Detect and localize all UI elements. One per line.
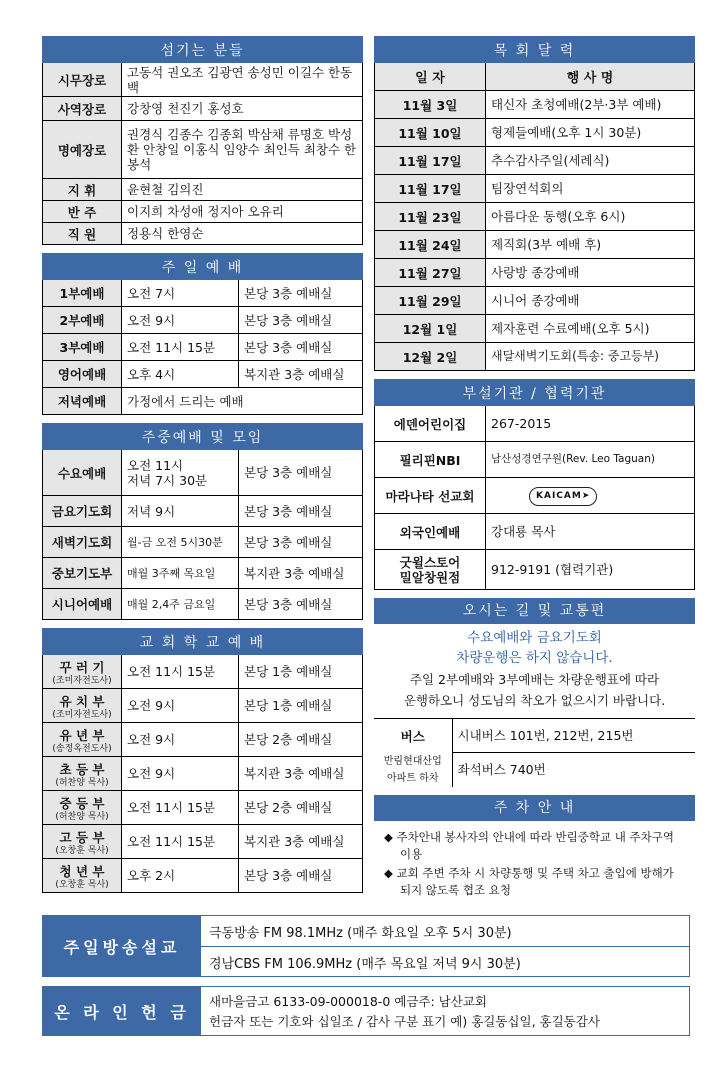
servants-table	[42, 36, 363, 245]
diamond-bullet-icon: ◆	[384, 829, 397, 844]
weekday-place: 본당 3층 예배실	[239, 527, 363, 558]
worship-place: 본당 3층 예배실	[239, 307, 363, 334]
weekday-time: 오전 11시 저녁 7시 30분	[122, 450, 239, 496]
servants-title: 섬기는 분들	[43, 37, 363, 63]
calendar-date: 11월 27일	[375, 259, 486, 287]
dept-name: 초 등 부	[59, 761, 105, 777]
dept-name: 중 등 부	[59, 795, 105, 811]
dept-leader: (허찬양 목사)	[55, 777, 109, 788]
school-place: 본당 1층 예배실	[239, 655, 363, 689]
school-place: 본당 3층 예배실	[239, 859, 363, 893]
servant-names: 권경식 김종수 김종회 박삼채 류명호 박성환 안창일 이홍식 임양수 최인득 최창수 한봉석	[122, 121, 363, 179]
dept-name: 유 년 부	[59, 727, 105, 743]
dept-name: 꾸 러 기	[59, 659, 105, 675]
worship-place: 본당 3층 예배실	[239, 280, 363, 307]
dept-name: 유 치 부	[59, 693, 105, 709]
school-dept	[43, 859, 122, 893]
broadcast-title: 주일방송설교	[43, 916, 201, 976]
weekday-place: 본당 3층 예배실	[239, 450, 363, 496]
servant-label: 지 휘	[43, 179, 122, 201]
calendar-event: 아름다운 동행(오후 6시)	[486, 203, 695, 231]
servant-label: 명예장로	[43, 121, 122, 179]
school-time: 오전 9시	[122, 689, 239, 723]
school-time: 오후 2시	[122, 859, 239, 893]
affiliate-info: 강대룡 목사	[486, 514, 695, 550]
right-column	[374, 36, 695, 901]
servant-label: 시무장로	[43, 63, 122, 97]
calendar-event: 제자훈련 수료예배(오후 5시)	[486, 315, 695, 343]
weekday-title: 주중예배 및 모임	[43, 424, 363, 450]
directions-section	[374, 598, 695, 787]
affiliates-table	[374, 379, 695, 590]
parking-title: 주 차 안 내	[374, 795, 695, 821]
weekday-label: 중보기도부	[43, 558, 122, 589]
offering-line-2: 헌금자 또는 기호와 십일조 / 감사 구분 표기 예) 홍길동십일, 홍길동감사	[209, 1014, 600, 1029]
weekday-time: 저녁 9시	[122, 496, 239, 527]
school-title: 교 회 학 교 예 배	[43, 629, 363, 655]
servant-label: 사역장로	[43, 97, 122, 121]
affiliate-name: 에덴어린이집	[375, 406, 486, 442]
servant-names: 윤현철 김의진	[122, 179, 363, 201]
affiliate-info: 267-2015	[486, 406, 695, 442]
sunday-worship-table	[42, 253, 363, 415]
dept-leader: (오창훈 목사)	[55, 845, 109, 856]
calendar-date: 11월 3일	[375, 91, 486, 119]
weekday-label: 수요예배	[43, 450, 122, 496]
bus-label: 버스	[400, 728, 425, 744]
calendar-event: 새달새벽기도회(특송: 중고등부)	[486, 343, 695, 371]
offering-line-1: 새마을금고 6133-09-000018-0 예금주: 남산교회	[209, 994, 487, 1009]
weekday-time: 매월 3주째 목요일	[122, 558, 239, 589]
calendar-title: 목 회 달 력	[375, 37, 695, 63]
affiliate-name: 마라나타 선교회	[375, 478, 486, 514]
school-time: 오전 9시	[122, 723, 239, 757]
calendar-date: 11월 24일	[375, 231, 486, 259]
left-column	[42, 36, 363, 901]
calendar-event: 시니어 종강예배	[486, 287, 695, 315]
worship-label: 2부예배	[43, 307, 122, 334]
servant-label: 반 주	[43, 201, 122, 223]
school-dept	[43, 723, 122, 757]
calendar-col-date: 일 자	[375, 63, 486, 91]
bus-stop: 반림현대산업 아파트 하차	[383, 755, 442, 784]
church-school-table	[42, 628, 363, 893]
dept-leader: (조미자전도사)	[52, 709, 112, 720]
dept-leader: (오창훈 목사)	[55, 879, 109, 890]
servant-label: 직 원	[43, 223, 122, 245]
school-time: 오전 9시	[122, 757, 239, 791]
bus-seat: 좌석버스 740번	[452, 753, 695, 787]
bus-city: 시내버스 101번, 212번, 215번	[452, 719, 695, 753]
calendar-date: 11월 17일	[375, 175, 486, 203]
calendar-event: 팀장연석회의	[486, 175, 695, 203]
affiliate-info: 912-9191 (협력기관)	[486, 550, 695, 590]
servant-names: 고동석 권오조 김광연 송성민 이길수 한동백	[122, 63, 363, 97]
calendar-date: 12월 1일	[375, 315, 486, 343]
parking-section	[374, 795, 695, 899]
school-place: 복지관 3층 예배실	[239, 825, 363, 859]
calendar-date: 12월 2일	[375, 343, 486, 371]
servant-names: 정용식 한영순	[122, 223, 363, 245]
school-dept	[43, 655, 122, 689]
directions-title: 오시는 길 및 교통편	[374, 598, 695, 624]
calendar-col-event: 행 사 명	[486, 63, 695, 91]
school-place: 복지관 3층 예배실	[239, 757, 363, 791]
calendar-date: 11월 23일	[375, 203, 486, 231]
broadcast-line-1: 극동방송 FM 98.1MHz (매주 화요일 오후 5시 30분)	[201, 916, 689, 947]
worship-place: 본당 3층 예배실	[239, 334, 363, 361]
directions-notice-1: 주일 2부예배와 3부예배는 차량운행표에 따라	[409, 672, 660, 687]
parking-list	[374, 821, 695, 899]
affiliates-title: 부설기관 / 협력기관	[375, 380, 695, 406]
calendar-date: 11월 10일	[375, 119, 486, 147]
affiliate-name: 외국인예배	[375, 514, 486, 550]
weekday-label: 새벽기도회	[43, 527, 122, 558]
worship-label: 영어예배	[43, 361, 122, 388]
affiliate-info	[486, 478, 695, 514]
affiliate-info: 남산성경연구원(Rev. Leo Taguan)	[486, 442, 695, 478]
weekday-place: 본당 3층 예배실	[239, 496, 363, 527]
weekday-time: 매월 2,4주 금요일	[122, 589, 239, 620]
calendar-event: 제직회(3부 예배 후)	[486, 231, 695, 259]
weekday-worship-table	[42, 423, 363, 620]
parking-item: ◆ 교회 주변 주차 시 차량통행 및 주택 차고 출입에 방해가 되지 않도록 협조 요청	[384, 865, 674, 897]
directions-highlight-2: 차량운행은 하지 않습니다.	[456, 650, 613, 666]
dept-leader: (송정옥전도사)	[52, 743, 112, 754]
weekday-place: 복지관 3층 예배실	[239, 558, 363, 589]
worship-time: 오후 4시	[122, 361, 239, 388]
school-time: 오전 11시 15분	[122, 825, 239, 859]
dept-name: 청 년 부	[59, 863, 105, 879]
offering-title: 온 라 인 헌 금	[43, 987, 201, 1035]
school-dept	[43, 757, 122, 791]
dept-leader: (허찬양 목사)	[55, 811, 109, 822]
directions-notice-2: 운행하오니 성도님의 착오가 없으시기 바랍니다.	[403, 693, 666, 708]
broadcast-line-2: 경남CBS FM 106.9MHz (매주 목요일 저녁 9시 30분)	[209, 956, 521, 972]
school-place: 본당 1층 예배실	[239, 689, 363, 723]
worship-label: 3부예배	[43, 334, 122, 361]
worship-label: 저녁예배	[43, 388, 122, 415]
weekday-place: 본당 3층 예배실	[239, 589, 363, 620]
school-place: 본당 2층 예배실	[239, 791, 363, 825]
school-dept	[43, 689, 122, 723]
weekday-time: 월-금 오전 5시30분	[122, 527, 239, 558]
worship-time: 오전 7시	[122, 280, 239, 307]
worship-time: 오전 11시 15분	[122, 334, 239, 361]
calendar-event: 태신자 초청예배(2부·3부 예배)	[486, 91, 695, 119]
school-dept	[43, 791, 122, 825]
school-place: 본당 2층 예배실	[239, 723, 363, 757]
calendar-event: 형제들예배(오후 1시 30분)	[486, 119, 695, 147]
school-time: 오전 11시 15분	[122, 655, 239, 689]
school-dept	[43, 825, 122, 859]
offering-box	[42, 986, 690, 1036]
sunday-title: 주 일 예 배	[43, 254, 363, 280]
calendar-event: 사랑방 종강예배	[486, 259, 695, 287]
diamond-bullet-icon: ◆	[384, 865, 397, 880]
broadcast-box	[42, 915, 690, 977]
worship-time: 가정에서 드리는 예배	[122, 388, 363, 415]
parking-item: ◆ 주차안내 봉사자의 안내에 따라 반림중학교 내 주차구역 이용	[384, 829, 674, 861]
worship-label: 1부예배	[43, 280, 122, 307]
kaicam-logo: KAICAM ➤	[529, 487, 597, 506]
worship-time: 오전 9시	[122, 307, 239, 334]
affiliate-name: 굿윌스토어 밀알창원점	[375, 550, 486, 590]
servant-names: 이지희 차성애 정지아 오유리	[122, 201, 363, 223]
school-time: 오전 11시 15분	[122, 791, 239, 825]
calendar-date: 11월 17일	[375, 147, 486, 175]
bus-table	[374, 718, 695, 787]
servant-names: 강창영 천진기 홍성호	[122, 97, 363, 121]
worship-place: 복지관 3층 예배실	[239, 361, 363, 388]
weekday-label: 금요기도회	[43, 496, 122, 527]
affiliate-name: 필리핀NBI	[375, 442, 486, 478]
directions-highlight-1: 수요예배와 금요기도회	[467, 630, 602, 646]
calendar-date: 11월 29일	[375, 287, 486, 315]
dept-name: 고 등 부	[59, 829, 105, 845]
dept-leader: (조미자전도사)	[52, 675, 112, 686]
calendar-event: 추수감사주일(세례식)	[486, 147, 695, 175]
calendar-table	[374, 36, 695, 371]
weekday-label: 시니어예배	[43, 589, 122, 620]
